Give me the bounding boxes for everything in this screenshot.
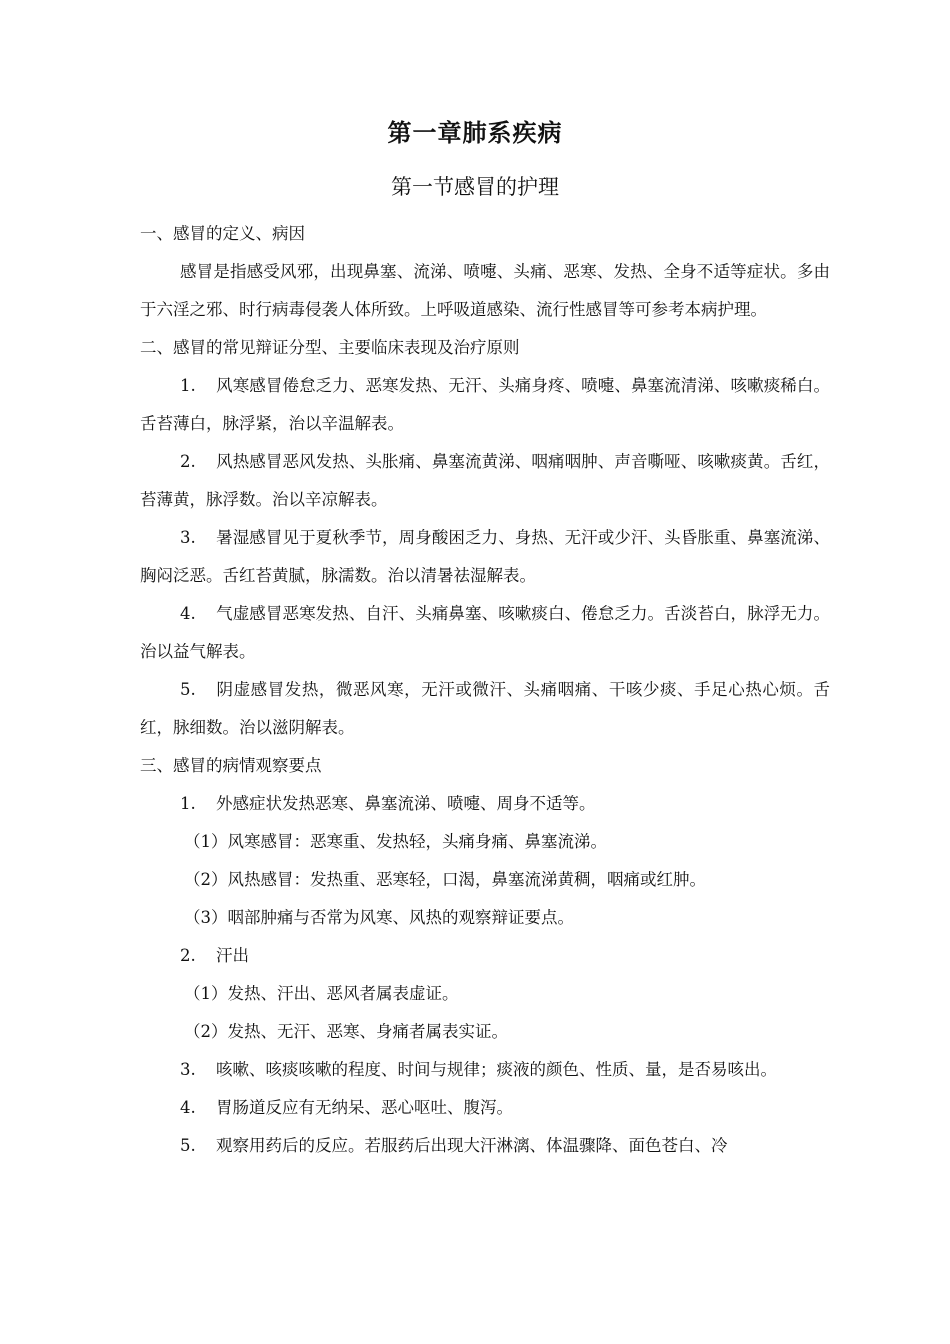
- list-item-text: 咳嗽、咳痰咳嗽的程度、时间与规律；痰液的颜色、性质、量，是否易咳出。: [216, 1060, 777, 1079]
- list-item-text: 风热感冒恶风发热、头胀痛、鼻塞流黄涕、咽痛咽肿、声音嘶哑、咳嗽痰黄。舌红，苔薄黄，脉浮数。治以辛凉解表。: [140, 452, 830, 509]
- chapter-title: 第一章肺系疾病: [387, 119, 563, 147]
- list-item-text: 观察用药后的反应。若服药后出现大汗淋漓、体温骤降、面色苍白、冷: [216, 1136, 728, 1155]
- paragraph-definition: 感冒是指感受风邪，出现鼻塞、流涕、喷嚏、头痛、恶寒、发热、全身不适等症状。多由于六淫之邪、时行病毒侵袭人体所致。上呼吸道感染、流行性感冒等可参考本病护理。: [140, 262, 830, 319]
- list-item: [140, 443, 830, 519]
- list-item: [140, 937, 830, 975]
- list-item-number: 1.: [180, 794, 196, 813]
- list-item: [140, 785, 830, 823]
- list-item: [140, 1051, 830, 1089]
- list-item-number: 1.: [180, 376, 196, 395]
- section-heading-2: 二、感冒的常见辩证分型、主要临床表现及治疗原则: [140, 338, 520, 357]
- list-item: [140, 519, 830, 595]
- list-item-number: 3.: [180, 528, 196, 547]
- sub-item: （2）风热感冒：发热重、恶寒轻，口渴，鼻塞流涕黄稠，咽痛或红肿。: [184, 870, 706, 889]
- list-item-text: 暑湿感冒见于夏秋季节，周身酸困乏力、身热、无汗或少汗、头昏胀重、鼻塞流涕、胸闷泛恶。舌红苔黄腻，脉濡数。治以清暑祛湿解表。: [140, 528, 830, 585]
- list-item: [140, 671, 830, 747]
- list-item-number: 5.: [180, 680, 196, 699]
- list-item-text: 外感症状发热恶寒、鼻塞流涕、喷嚏、周身不适等。: [216, 794, 596, 813]
- document-body: [140, 215, 830, 1165]
- list-item-text: 汗出: [216, 946, 249, 965]
- list-item-number: 2.: [180, 946, 196, 965]
- sub-item: （2）发热、无汗、恶寒、身痛者属表实证。: [184, 1022, 508, 1041]
- list-item: [140, 367, 830, 443]
- list-item-text: 阴虚感冒发热，微恶风寒，无汗或微汗、头痛咽痛、干咳少痰、手足心热心烦。舌红，脉细数。治以滋阴解表。: [140, 680, 830, 737]
- list-item-number: 4.: [180, 1098, 196, 1117]
- section-heading-1: 一、感冒的定义、病因: [140, 224, 305, 243]
- sub-item: （1）风寒感冒：恶寒重、发热轻，头痛身痛、鼻塞流涕。: [184, 832, 607, 851]
- section-title: 第一节感冒的护理: [391, 175, 559, 199]
- sub-item: （1）发热、汗出、恶风者属表虚证。: [184, 984, 459, 1003]
- list-item-number: 5.: [180, 1136, 196, 1155]
- section-heading-3: 三、感冒的病情观察要点: [140, 756, 322, 775]
- list-item-number: 3.: [180, 1060, 196, 1079]
- list-item-number: 2.: [180, 452, 196, 471]
- list-item: [140, 1089, 830, 1127]
- list-item: [140, 1127, 830, 1165]
- list-item: [140, 595, 830, 671]
- list-item-text: 胃肠道反应有无纳呆、恶心呕吐、腹泻。: [216, 1098, 513, 1117]
- list-item-text: 气虚感冒恶寒发热、自汗、头痛鼻塞、咳嗽痰白、倦怠乏力。舌淡苔白，脉浮无力。治以益气解表。: [140, 604, 830, 661]
- list-item-number: 4.: [180, 604, 196, 623]
- sub-item: （3）咽部肿痛与否常为风寒、风热的观察辩证要点。: [184, 908, 574, 927]
- list-item-text: 风寒感冒倦怠乏力、恶寒发热、无汗、头痛身疼、喷嚏、鼻塞流清涕、咳嗽痰稀白。舌苔薄白，脉浮紧，治以辛温解表。: [140, 376, 830, 433]
